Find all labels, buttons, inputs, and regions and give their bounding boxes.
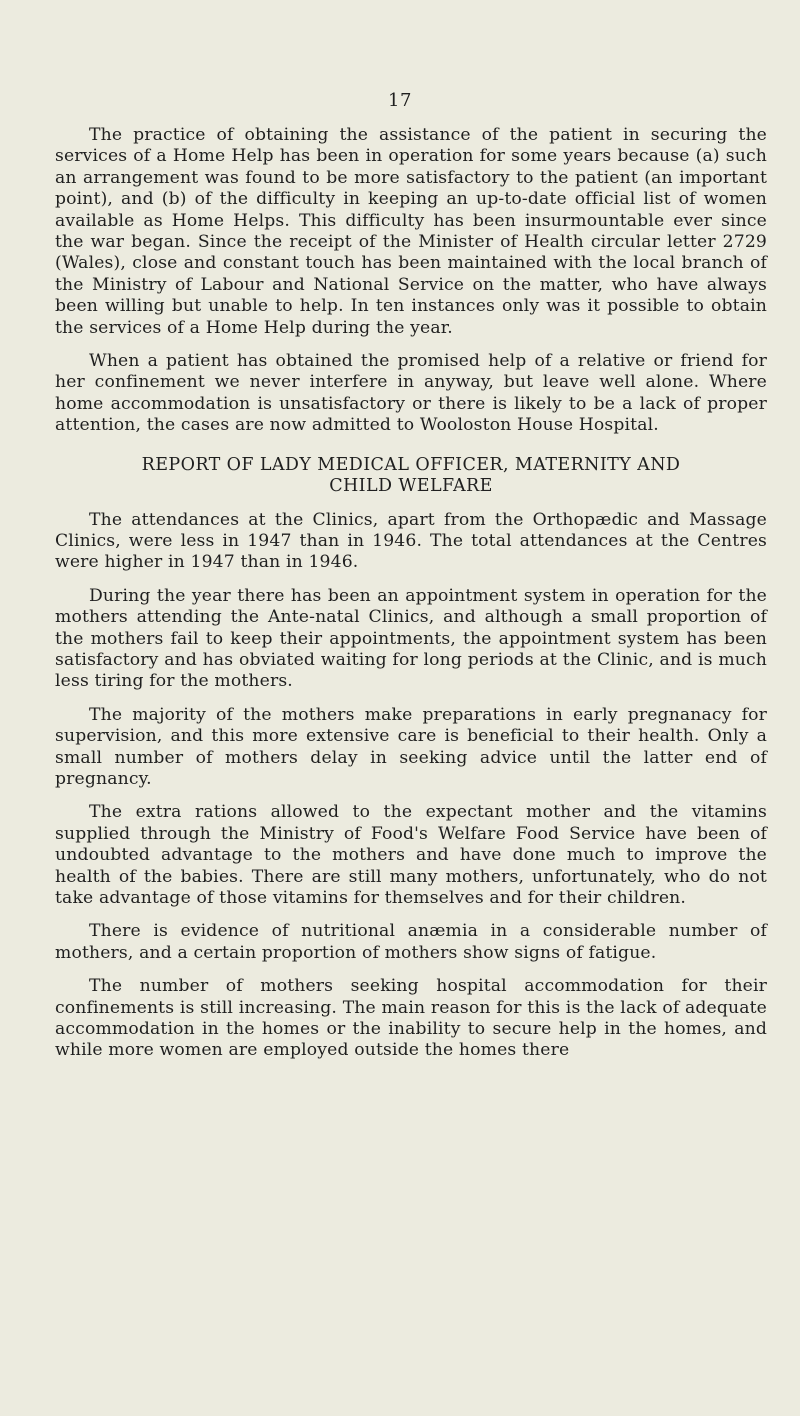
- section-heading: [55, 455, 767, 498]
- heading-line-1: REPORT OF LADY MEDICAL OFFICER, MATERNITY AND: [141, 454, 681, 475]
- paragraph-early-pregnancy: The majority of the mothers make preparations in early pregnanacy for supervision, and this more extensive care is beneficial to their health. Only a small number of mothers delay in seeking advice until the latter end of pregnancy.: [55, 704, 767, 789]
- paragraph-extra-rations: The extra rations allowed to the expectant mother and the vitamins supplied through the Ministry of Food's Welfare Food Service have been of undoubted advantage to the mothers and have done much to improve the health of the babies. There are still many mothers, unfortunately, who do not take advantage of those vitamins for themselves and for their children.: [55, 802, 767, 908]
- page-number: 17: [388, 90, 412, 111]
- paragraph-clinic-attendances: The attendances at the Clinics, apart from the Orthopædic and Massage Clinics, were less in 1947 than in 1946. The total attendances at the Centres were higher in 1947 than in 1946.: [55, 509, 767, 573]
- heading-line-2: CHILD WELFARE: [329, 476, 493, 497]
- paragraph-home-help: The practice of obtaining the assistance of the patient in securing the services of a Home Help has been in operation for some years because (a) such an arrangement was found to be more satisfactory to the patient (an important point), and (b) of the difficulty in keeping an up-to-date official list of women available as Home Helps. This difficulty has been insurmountable ever since the war began. Since the receipt of the Minister of Health circular letter 2729 (Wales), close and constant touch has been maintained with the local branch of the Ministry of Labour and National Service on the matter, who have always been willing but unable to help. In ten instances only was it possible to obtain the services of a Home Help during the year.: [55, 125, 767, 338]
- paragraph-hospital-accommodation: The number of mothers seeking hospital accommodation for their confinements is still increasing. The main reason for this is the lack of adequate accommodation in the homes or the inability to secure help in the homes, and while more women are employed outside the homes there: [55, 976, 767, 1061]
- paragraph-appointment-system: During the year there has been an appointment system in operation for the mothers attending the Ante-natal Clinics, and although a small proportion of the mothers fail to keep their appointments, the appointment system has been satisfactory and has obviated waiting for long periods at the Clinic, and is much less tiring for the mothers.: [55, 585, 767, 692]
- paragraph-anaemia: There is evidence of nutritional anæmia in a considerable number of mothers, and a certain proportion of mothers show signs of fatigue.: [55, 921, 767, 963]
- paragraph-confinement-help: When a patient has obtained the promised help of a relative or friend for her confinement we never interfere in anyway, but leave well alone. Where home accommodation is unsatisfactory or there is likely to be a lack of proper attention, the cases are now admitted to Wooloston House Hospital.: [55, 351, 767, 436]
- page-body: [55, 125, 767, 1074]
